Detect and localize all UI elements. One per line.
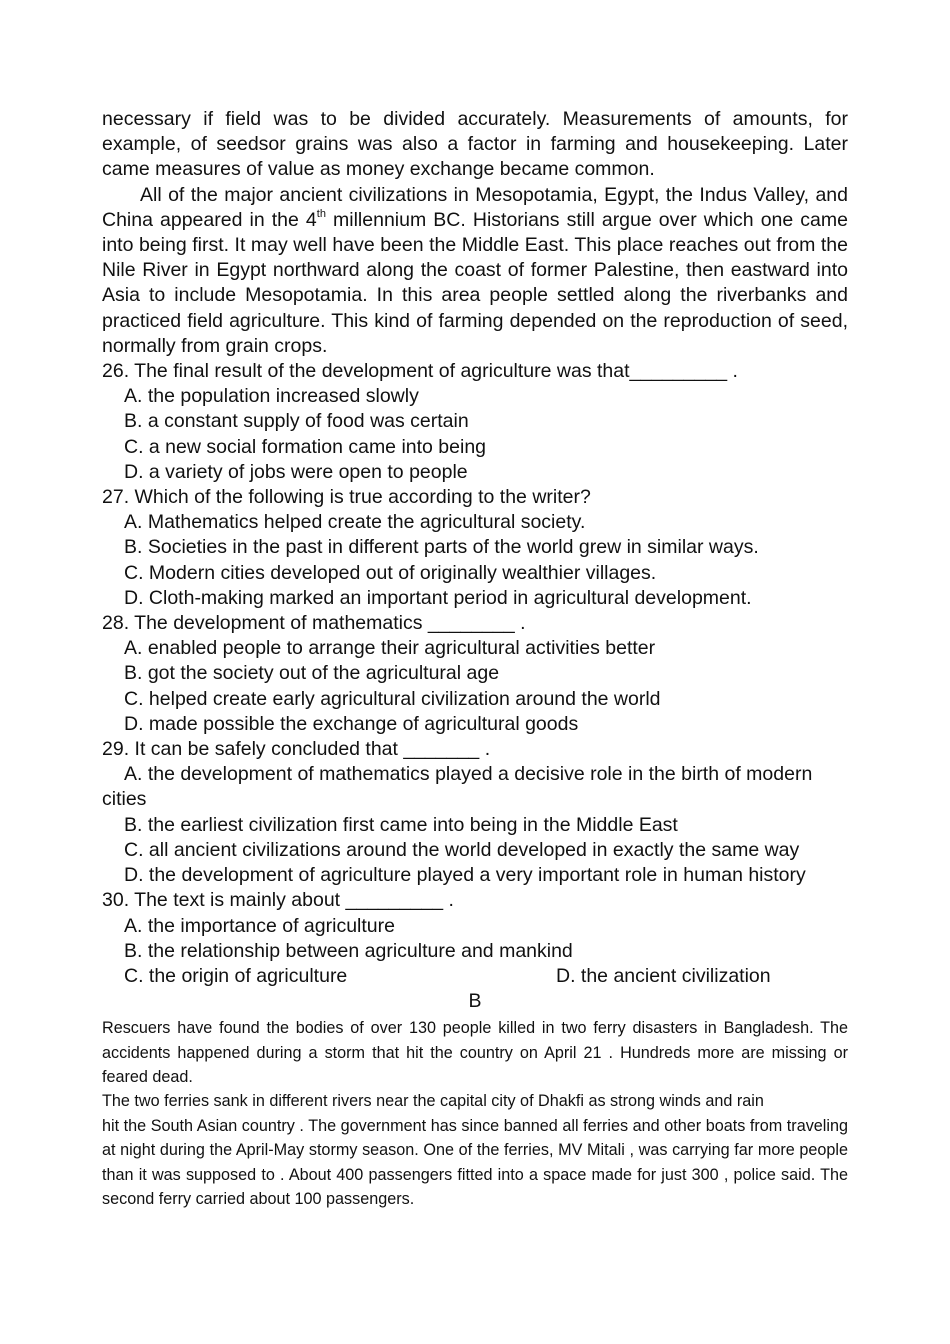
question-stem: 27. Which of the following is true according to the writer?	[102, 486, 591, 509]
passage-paragraph-1: necessary if field was to be divided accurately. Measurements of amounts, for example, of seedsor grains was also a factor in farming and housekeeping. Later came measures of value as money exchange became common.	[102, 108, 848, 181]
option-c: C. the origin of agriculture	[124, 964, 348, 987]
question-26	[102, 359, 848, 485]
option-d: D. made possible the exchange of agricultural goods	[124, 712, 579, 735]
option-row-cd	[102, 964, 848, 989]
option-b: B. got the society out of the agricultural age	[124, 662, 500, 685]
question-29	[102, 737, 848, 888]
option-b: B. the earliest civilization first came into being in the Middle East	[124, 813, 678, 836]
section-b-paragraph-2-line-1: The two ferries sank in different rivers near the capital city of Dhakfi as strong winds and rain	[102, 1092, 764, 1111]
paragraph-2-start: All of the major ancient civilizations in Mesopotamia, Egypt, the Indus Valley, and China appeared in the 4	[102, 183, 848, 231]
question-stem: 29. It can be safely concluded that _______ .	[102, 738, 491, 761]
document-page	[102, 107, 848, 1211]
option-a: A. enabled people to arrange their agricultural activities better	[124, 637, 656, 660]
ordinal-suffix: th	[316, 207, 326, 220]
section-heading-b: B	[468, 990, 482, 1013]
option-b: B. the relationship between agriculture and mankind	[124, 939, 573, 962]
section-b-paragraph-1: Rescuers have found the bodies of over 130 people killed in two ferry disasters in Bangladesh. The accidents happened during a storm that hit the country on April 21 . Hundreds more are missing or feared dead.	[102, 1019, 848, 1086]
option-a: A. the importance of agriculture	[124, 914, 395, 937]
option-d: D. Cloth-making marked an important period in agricultural development.	[124, 586, 752, 609]
option-d: D. the development of agriculture played a very important role in human history	[124, 864, 806, 887]
question-30	[102, 888, 848, 989]
option-a: A. the development of mathematics played a decisive role in the birth of modern cities	[102, 763, 813, 811]
option-c: C. Modern cities developed out of originally wealthier villages.	[124, 561, 657, 584]
option-a: A. the population increased slowly	[124, 385, 419, 408]
option-d: D. a variety of jobs were open to people	[124, 460, 468, 483]
passage-paragraph-2	[102, 183, 848, 359]
option-c: C. helped create early agricultural civilization around the world	[124, 687, 661, 710]
question-27	[102, 485, 848, 611]
section-b-paragraph-2-rest: hit the South Asian country . The government has since banned all ferries and other boats from traveling at night during the April-May stormy season. One of the ferries, MV Mitali , was carrying far more people than it was supposed to . About 400 passengers fitted into a space made for just 300 , police said. The second ferry carried about 100 passengers.	[102, 1116, 848, 1208]
option-d: D. the ancient civilization	[556, 964, 771, 987]
question-stem: 26. The final result of the development of agriculture was that_________ .	[102, 360, 738, 383]
question-28	[102, 611, 848, 737]
option-b: B. Societies in the past in different parts of the world grew in similar ways.	[124, 536, 759, 559]
question-stem: 28. The development of mathematics ________ .	[102, 612, 526, 635]
option-a: A. Mathematics helped create the agricultural society.	[124, 511, 586, 534]
option-c: C. a new social formation came into being	[124, 435, 487, 458]
paragraph-2-rest: millennium BC. Historians still argue over which one came into being first. It may well have been the Middle East. This place reaches out from the Nile River in Egypt northward along the coast of former Palestine, then eastward into Asia to include Mesopotamia. In this area people settled along the riverbanks and practiced field agriculture. This kind of farming depended on the reproduction of seed, normally from grain crops.	[102, 208, 848, 357]
question-stem: 30. The text is mainly about _________ .	[102, 889, 454, 912]
option-c: C. all ancient civilizations around the world developed in exactly the same way	[124, 838, 800, 861]
option-b: B. a constant supply of food was certain	[124, 410, 469, 433]
